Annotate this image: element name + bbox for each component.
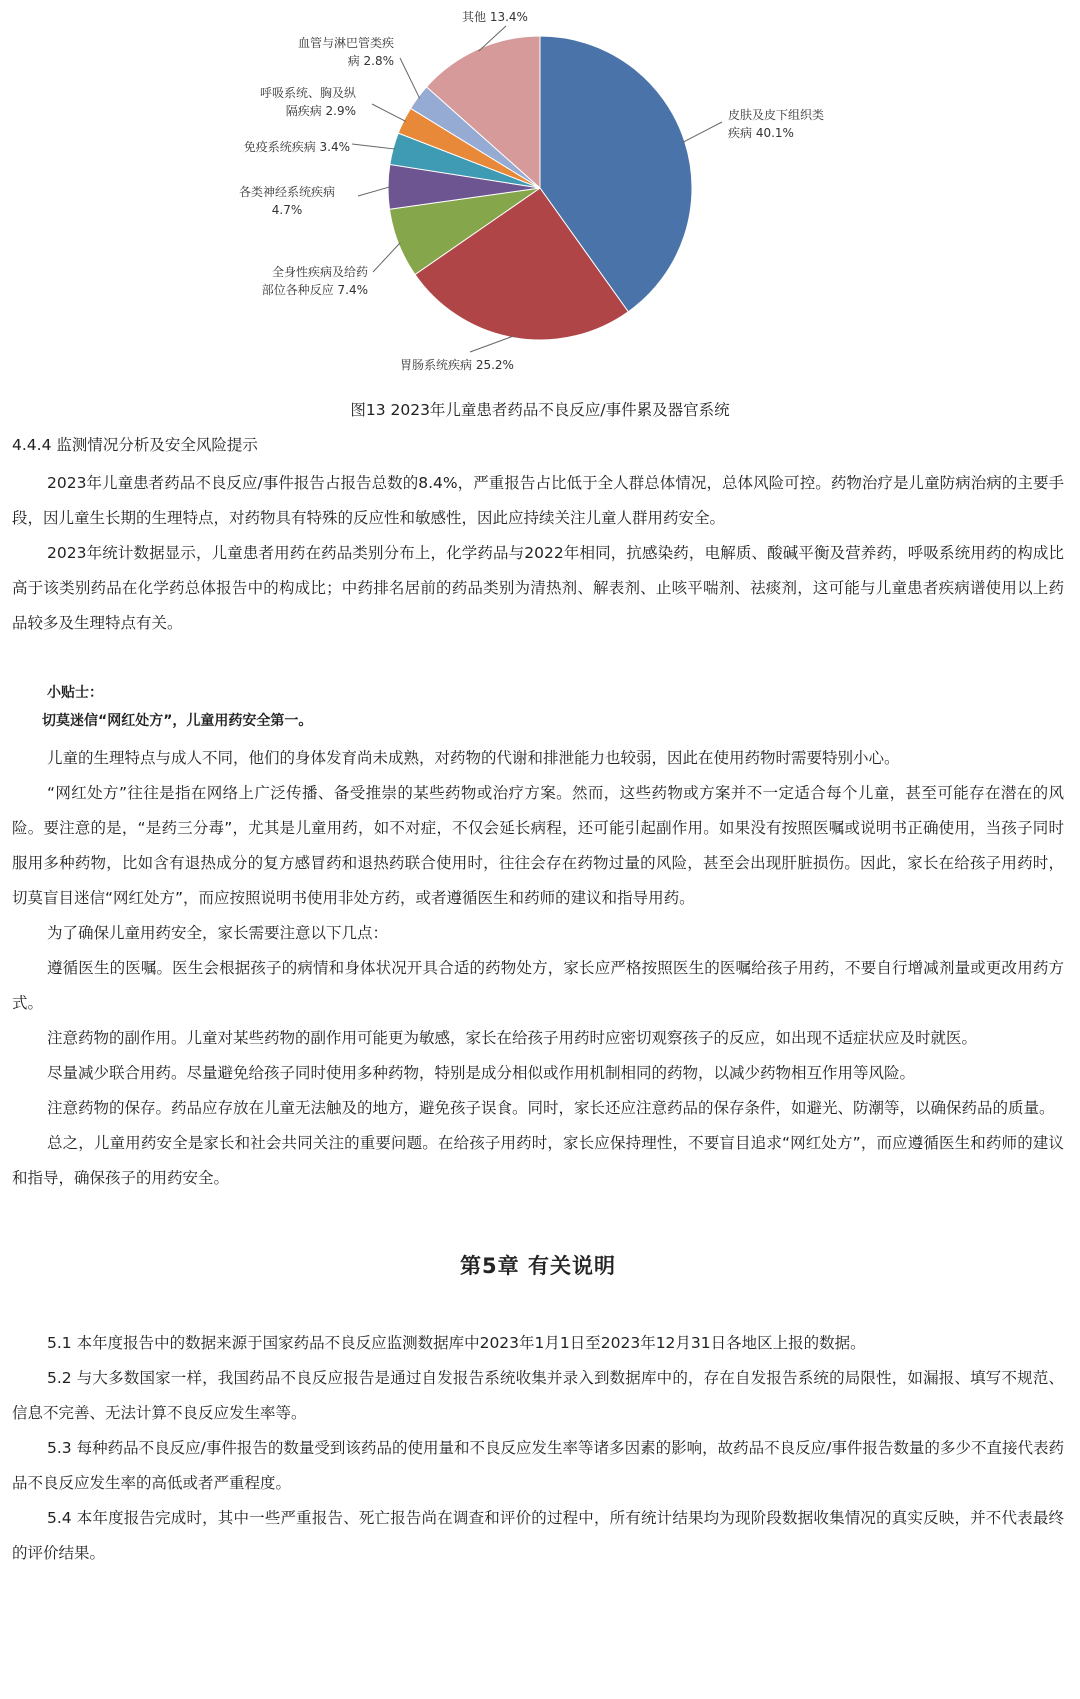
chapter-item: 5.1 本年度报告中的数据来源于国家药品不良反应监测数据库中2023年1月1日至2023年12月31日各地区上报的数据。 bbox=[47, 1334, 866, 1352]
tips-subtitle: 切莫迷信“网红处方”，儿童用药安全第一。 bbox=[42, 713, 313, 729]
tips-paragraph: 注意药物的保存。药品应存放在儿童无法触及的地方，避免孩子误食。同时，家长还应注意药品的保存条件，如避光、防潮等，以确保药品的质量。 bbox=[47, 1099, 1055, 1117]
figure-caption: 图13 2023年儿童患者药品不良反应/事件累及器官系统 bbox=[350, 401, 730, 419]
tips-paragraph: 注意药物的副作用。儿童对某些药物的副作用可能更为敏感，家长在给孩子用药时应密切观察孩子的反应，如出现不适症状应及时就医。 bbox=[47, 1029, 978, 1047]
section-heading: 4.4.4 监测情况分析及安全风险提示 bbox=[12, 436, 258, 454]
pie-chart-svg bbox=[0, 0, 1080, 392]
main-content bbox=[12, 432, 1064, 1571]
paragraph: 2023年统计数据显示，儿童患者用药在药品类别分布上，化学药品与2022年相同，抗感染药，电解质、酸碱平衡及营养药，呼吸系统用药的构成比高于该类别药品在化学药总体报告中的构成比；中药排名居前的药品类别为清热剂、解表剂、止咳平喘剂、祛痰剂，这可能与儿童患者疾病谱使用以上药品较多及生理特点有关。 bbox=[12, 544, 1064, 632]
tips-paragraph: 儿童的生理特点与成人不同，他们的身体发育尚未成熟，对药物的代谢和排泄能力也较弱，因此在使用药物时需要特别小心。 bbox=[47, 749, 900, 767]
leader-line bbox=[372, 104, 406, 121]
pie-label-other: 其他 13.4% bbox=[462, 10, 528, 24]
leader-line bbox=[470, 336, 514, 352]
pie-label-neuro: 各类神经系统疾病 4.7% bbox=[238, 185, 335, 217]
pie-label-gastro: 胃肠系统疾病 25.2% bbox=[400, 358, 514, 372]
chapter-item: 5.3 每种药品不良反应/事件报告的数量受到该药品的使用量和不良反应发生率等诸多因素的影响，故药品不良反应/事件报告数量的多少不直接代表药品不良反应发生率的高低或者严重程度。 bbox=[12, 1439, 1064, 1492]
pie-chart bbox=[0, 0, 1080, 392]
tips-paragraph: 遵循医生的医嘱。医生会根据孩子的病情和身体状况开具合适的药物处方，家长应严格按照医生的医嘱给孩子用药，不要自行增减剂量或更改用药方式。 bbox=[12, 959, 1064, 1012]
tips-title: 小贴士： bbox=[47, 685, 103, 701]
tips-paragraph: 为了确保儿童用药安全，家长需要注意以下几点： bbox=[47, 924, 389, 942]
tips-paragraph: “网红处方”往往是指在网络上广泛传播、备受推崇的某些药物或治疗方案。然而，这些药物或方案并不一定适合每个儿童，甚至可能存在潜在的风险。要注意的是，“是药三分毒”，尤其是儿童用药，如不对症，不仅会延长病程，还可能引起副作用。如果没有按照医嘱或说明书正确使用，当孩子同时服用多种药物，比如含有退热成分的复方感冒药和退热药联合使用时，往往会存在药物过量的风险，甚至会出现肝脏损伤。因此，家长在给孩子用药时，切莫盲目迷信“网红处方”，而应按照说明书使用非处方药，或者遵循医生和药师的建议和指导用药。 bbox=[12, 784, 1064, 907]
pie-label-respiratory: 呼吸系统、胸及纵 隔疾病 2.9% bbox=[259, 86, 356, 118]
paragraph: 2023年儿童患者药品不良反应/事件报告占报告总数的8.4%，严重报告占比低于全人群总体情况，总体风险可控。药物治疗是儿童防病治病的主要手段，因儿童生长期的生理特点，对药物具有特殊的反应性和敏感性，因此应持续关注儿童人群用药安全。 bbox=[12, 474, 1064, 527]
tips-paragraph: 尽量减少联合用药。尽量避免给孩子同时使用多种药物，特别是成分相似或作用机制相同的药物，以减少药物相互作用等风险。 bbox=[47, 1064, 916, 1082]
leader-line bbox=[358, 187, 390, 196]
tips-paragraph: 总之，儿童用药安全是家长和社会共同关注的重要问题。在给孩子用药时，家长应保持理性，不要盲目追求“网红处方”，而应遵循医生和药师的建议和指导，确保孩子的用药安全。 bbox=[12, 1134, 1064, 1187]
chapter-title: 第5章 有关说明 bbox=[460, 1254, 616, 1278]
pie-label-immune: 免疫系统疾病 3.4% bbox=[243, 140, 350, 154]
leader-line bbox=[373, 243, 400, 272]
pie-label-systemic: 全身性疾病及给药 部位各种反应 7.4% bbox=[261, 265, 368, 297]
leader-line bbox=[400, 58, 420, 98]
leader-line bbox=[683, 122, 722, 142]
pie-label-vascular: 血管与淋巴管类疾 病 2.8% bbox=[297, 36, 394, 68]
chapter-item: 5.2 与大多数国家一样，我国药品不良反应报告是通过自发报告系统收集并录入到数据库中的，存在自发报告系统的局限性，如漏报、填写不规范、信息不完善、无法计算不良反应发生率等。 bbox=[12, 1369, 1064, 1422]
leader-line bbox=[352, 144, 395, 149]
chapter-item: 5.4 本年度报告完成时，其中一些严重报告、死亡报告尚在调查和评价的过程中，所有统计结果均为现阶段数据收集情况的真实反映，并不代表最终的评价结果。 bbox=[12, 1509, 1064, 1562]
pie-label-skin: 皮肤及皮下组织类 疾病 40.1% bbox=[728, 108, 825, 140]
